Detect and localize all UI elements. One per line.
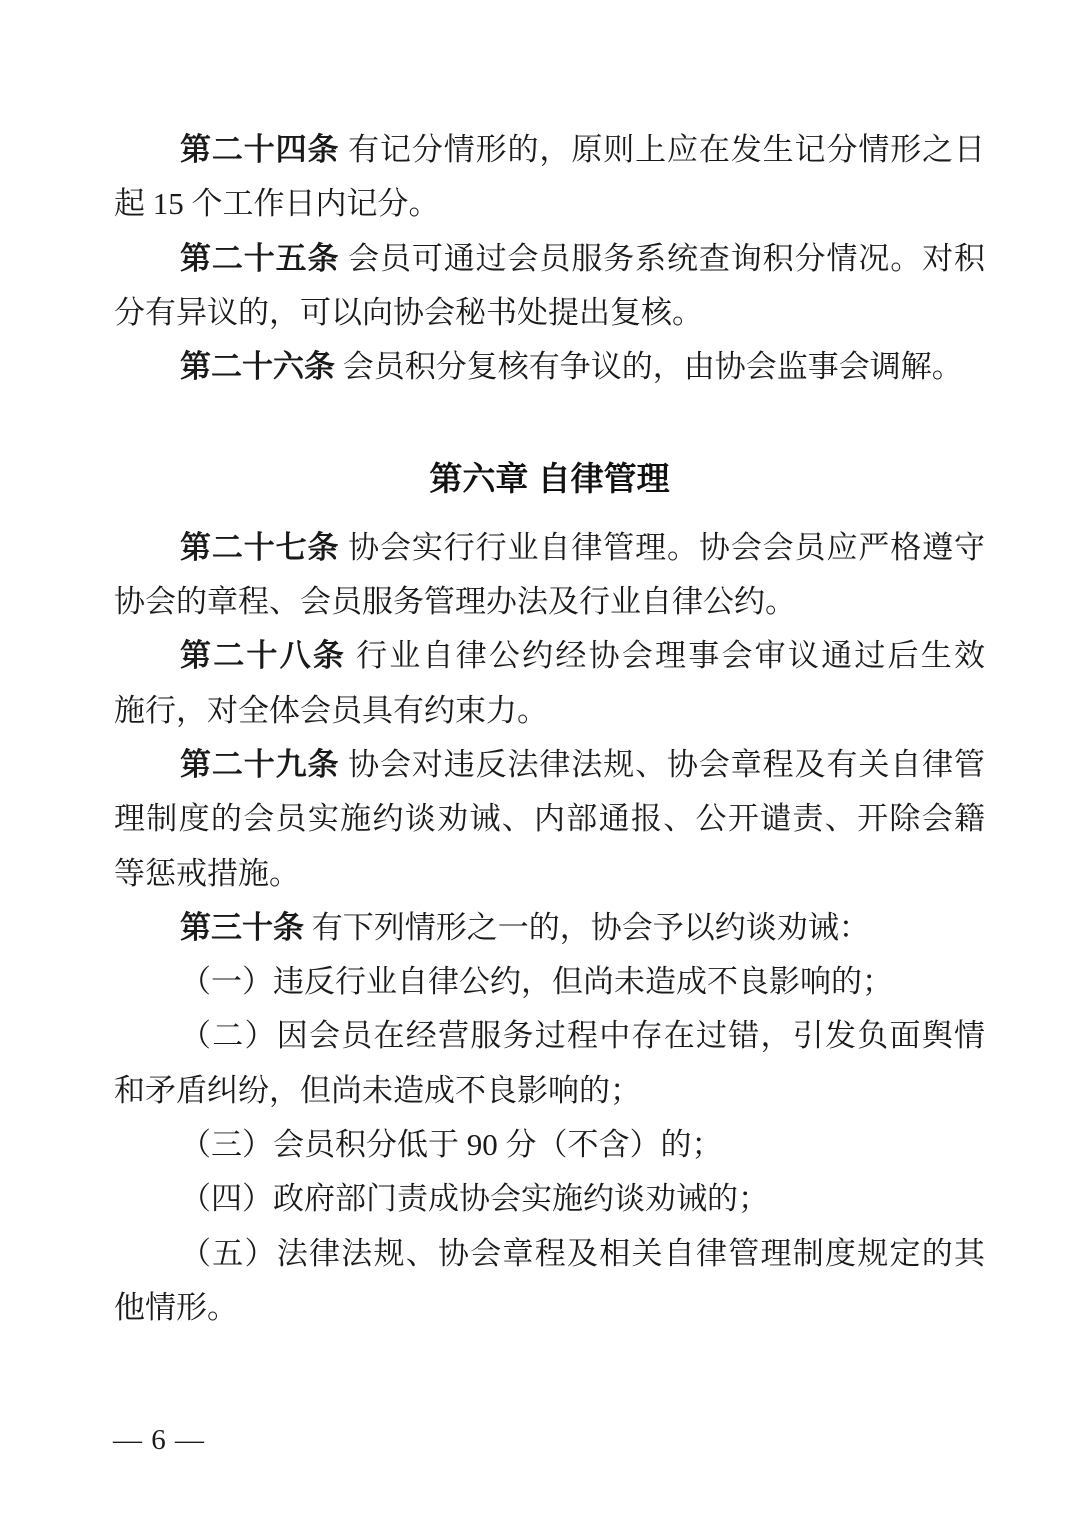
article-number: 第二十七条 [180,529,340,565]
body-line: （四）政府部门责成协会实施约谈劝诫的； [180,1181,769,1217]
chapter-heading: 第六章 自律管理 [429,460,670,498]
body-line: 第二十四条 有记分情形的，原则上应在发生记分情形之日 [180,132,986,167]
document-body [114,123,985,1335]
body-line: （三）会员积分低于 90 分（不含）的； [180,1127,723,1163]
article-number: 第二十六条 [180,349,335,385]
body-line: 等惩戒措施。 [114,855,300,891]
body-line: 他情形。 [114,1289,238,1325]
body-line: 理制度的会员实施约谈劝诫、内部通报、公开谴责、开除会籍 [114,801,985,837]
article-number: 第二十九条 [180,746,340,782]
body-line: 第三十条 有下列情形之一的，协会予以约谈劝诫： [180,909,870,945]
article-number: 第二十五条 [180,240,340,276]
body-line: 第二十八条 行业自律公约经协会理事会审议通过后生效 [180,638,985,674]
body-line: 分有异议的，可以向协会秘书处提出复核。 [114,294,703,330]
page-number: — 6 — [113,1424,205,1456]
body-line: 起 15 个工作日内记分。 [114,186,440,222]
body-line: 协会的章程、会员服务管理办法及行业自律公约。 [114,584,796,620]
body-line: （一）违反行业自律公约，但尚未造成不良影响的； [180,964,893,1000]
article-number: 第三十条 [180,909,304,945]
body-line: 第二十六条 会员积分复核有争议的，由协会监事会调解。 [180,349,963,385]
body-line: 施行，对全体会员具有约束力。 [114,692,548,728]
article-number: 第二十四条 [180,132,340,167]
body-line: 和矛盾纠纷，但尚未造成不良影响的； [114,1072,641,1108]
body-line: （五）法律法规、协会章程及相关自律管理制度规定的其 [180,1235,985,1271]
body-line: 第二十九条 协会对违反法律法规、协会章程及有关自律管 [180,746,986,782]
article-number: 第二十八条 [180,638,347,674]
body-line: 第二十五条 会员可通过会员服务系统查询积分情况。对积 [180,240,986,276]
body-line: （二）因会员在经营服务过程中存在过错，引发负面舆情 [180,1018,985,1054]
body-line: 第二十七条 协会实行行业自律管理。协会会员应严格遵守 [180,529,986,565]
